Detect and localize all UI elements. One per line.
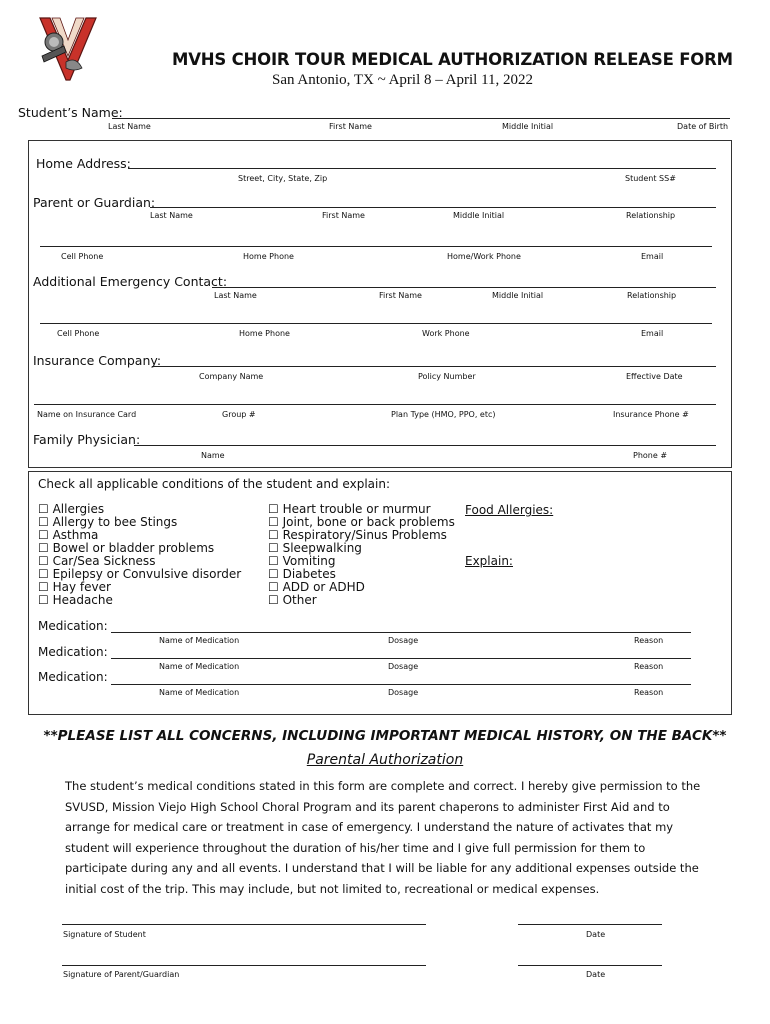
sub-label: Effective Date — [626, 372, 683, 381]
condition-checkbox[interactable]: ☐ Hay fever — [38, 580, 111, 594]
home-address-label: Home Address: — [36, 156, 131, 171]
parent-date-label: Date — [586, 970, 606, 979]
medication-label-1: Medication: — [38, 619, 108, 633]
emergency-contact-label: Additional Emergency Contact: — [33, 274, 228, 289]
medication-line-3[interactable] — [111, 684, 691, 685]
condition-checkbox[interactable]: ☐ ADD or ADHD — [268, 580, 365, 594]
condition-checkbox[interactable]: ☐ Car/Sea Sickness — [38, 554, 156, 568]
condition-checkbox[interactable]: ☐ Epilepsy or Convulsive disorder — [38, 567, 242, 581]
insurance-label: Insurance Company: — [33, 353, 162, 368]
conditions-column-1 — [38, 503, 241, 607]
student-name-line[interactable] — [112, 118, 730, 119]
medication-label-2: Medication: — [38, 645, 108, 659]
sub-label: Dosage — [388, 662, 419, 671]
parent-signature-line[interactable] — [62, 965, 426, 966]
sub-label: Dosage — [388, 688, 419, 697]
sub-label: Name on Insurance Card — [37, 410, 137, 419]
sub-label: Plan Type (HMO, PPO, etc) — [391, 410, 496, 419]
sub-label: Cell Phone — [57, 329, 100, 338]
sub-label: Date of Birth — [677, 122, 729, 131]
sub-label: Home/Work Phone — [447, 252, 521, 261]
condition-checkbox[interactable]: ☐ Allergy to bee Stings — [38, 515, 178, 529]
physician-label: Family Physician: — [33, 432, 141, 447]
sub-label: Cell Phone — [61, 252, 104, 261]
sub-label: Relationship — [626, 211, 676, 220]
sub-label: First Name — [322, 211, 365, 220]
sub-label: Policy Number — [418, 372, 476, 381]
condition-checkbox[interactable]: ☐ Vomiting — [268, 554, 336, 568]
sub-label: Street, City, State, Zip — [238, 174, 328, 183]
sub-label: Middle Initial — [453, 211, 505, 220]
condition-checkbox[interactable]: ☐ Joint, bone or back problems — [268, 515, 455, 529]
conditions-heading: Check all applicable conditions of the student and explain: — [38, 477, 390, 491]
sub-label: First Name — [379, 291, 422, 300]
sub-label: Company Name — [199, 372, 264, 381]
student-name-label: Student’s Name: — [18, 105, 123, 120]
explain-label: Explain: — [465, 554, 513, 568]
event-subtitle: San Antonio, TX ~ April 8 – April 11, 2022 — [272, 72, 534, 88]
medication-line-1[interactable] — [111, 632, 691, 633]
school-logo — [36, 12, 100, 86]
condition-checkbox[interactable]: ☐ Allergies — [38, 502, 105, 516]
emergency-phone-line[interactable] — [40, 323, 712, 324]
condition-checkbox[interactable]: ☐ Diabetes — [268, 567, 336, 581]
sub-label: Last Name — [150, 211, 193, 220]
authorization-text: The student’s medical conditions stated in this form are complete and correct. I hereby give permission to the SVUSD, Mission Viejo High School Choral Program and its parent chaperons to administer First Aid and to arrange for medical care or treatment in case of emergency. I understand the nature of activates that my student will experience throughout the duration of his/her time and I give full permission for them to participate during any and all events. I understand that I will be liable for any additional expenses outside the initial cost of the trip. This may include, but not limited to, recreational or medical expenses. — [65, 779, 701, 896]
condition-checkbox[interactable]: ☐ Headache — [38, 593, 113, 607]
sub-label: Name of Medication — [159, 688, 240, 697]
parent-phone-line[interactable] — [40, 246, 712, 247]
student-date-label: Date — [586, 930, 606, 939]
sub-label: Last Name — [214, 291, 257, 300]
medication-label-3: Medication: — [38, 670, 108, 684]
condition-checkbox[interactable]: ☐ Asthma — [38, 528, 99, 542]
sub-label: Home Phone — [243, 252, 294, 261]
sub-label: Middle Initial — [492, 291, 544, 300]
condition-checkbox[interactable]: ☐ Other — [268, 593, 317, 607]
sub-label: Reason — [634, 688, 664, 697]
insurance-company-line[interactable] — [152, 366, 716, 367]
student-date-line[interactable] — [518, 924, 662, 925]
sub-label: Dosage — [388, 636, 419, 645]
condition-checkbox[interactable]: ☐ Heart trouble or murmur — [268, 502, 431, 516]
sub-label: Group # — [222, 410, 256, 419]
insurance-details-line[interactable] — [34, 404, 716, 405]
sub-label: Name — [201, 451, 225, 460]
medical-history-notice: **PLEASE LIST ALL CONCERNS, INCLUDING IMPORTANT MEDICAL HISTORY, ON THE BACK** — [43, 728, 727, 744]
condition-checkbox[interactable]: ☐ Sleepwalking — [268, 541, 362, 555]
form-title: MVHS CHOIR TOUR MEDICAL AUTHORIZATION RELEASE FORM — [172, 50, 733, 69]
sub-label: Reason — [634, 636, 664, 645]
medication-line-2[interactable] — [111, 658, 691, 659]
parent-name-line[interactable] — [150, 207, 716, 208]
home-address-line[interactable] — [128, 168, 716, 169]
sub-label: Name of Medication — [159, 636, 240, 645]
sub-label: First Name — [329, 122, 372, 131]
sub-label: Relationship — [627, 291, 677, 300]
sub-label: Last Name — [108, 122, 151, 131]
conditions-column-2 — [268, 503, 455, 607]
sub-label: Home Phone — [239, 329, 290, 338]
sub-label: Work Phone — [422, 329, 470, 338]
condition-checkbox[interactable]: ☐ Bowel or bladder problems — [38, 541, 215, 555]
sub-label: Name of Medication — [159, 662, 240, 671]
sub-label: Middle Initial — [502, 122, 554, 131]
parent-date-line[interactable] — [518, 965, 662, 966]
sub-label: Phone # — [633, 451, 668, 460]
student-signature-label: Signature of Student — [63, 930, 146, 939]
sub-label: Insurance Phone # — [613, 410, 689, 419]
sub-label: Email — [641, 329, 664, 338]
authorization-heading: Parental Authorization — [306, 752, 464, 768]
sub-label: Email — [641, 252, 664, 261]
sub-label: Student SS# — [625, 174, 676, 183]
parent-label: Parent or Guardian: — [33, 195, 156, 210]
condition-checkbox[interactable]: ☐ Respiratory/Sinus Problems — [268, 528, 447, 542]
emergency-name-line[interactable] — [212, 287, 716, 288]
physician-line[interactable] — [134, 445, 716, 446]
food-allergies-label: Food Allergies: — [465, 503, 554, 517]
sub-label: Reason — [634, 662, 664, 671]
parent-signature-label: Signature of Parent/Guardian — [63, 970, 180, 979]
student-signature-line[interactable] — [62, 924, 426, 925]
